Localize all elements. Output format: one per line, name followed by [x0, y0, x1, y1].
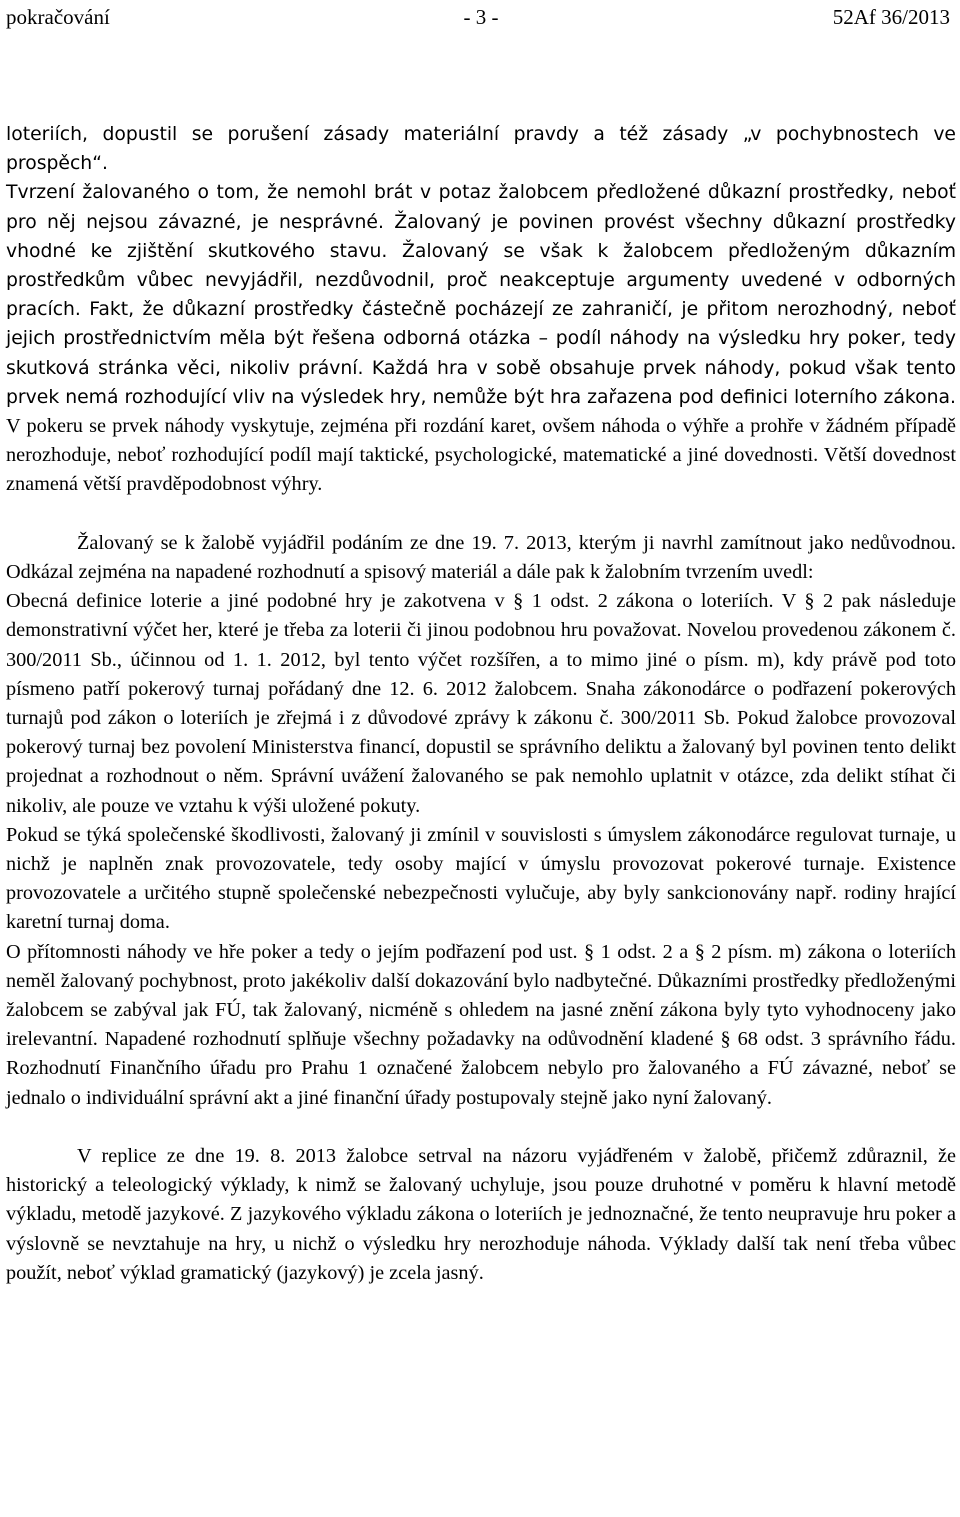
- document-page: [6, 0, 956, 1517]
- document-body: [6, 120, 956, 1288]
- page-number: - 3 -: [463, 5, 499, 29]
- paragraph-1: [6, 120, 956, 178]
- paragraph-text: Tvrzení žalovaného o tom, že nemohl brát v potaz žalobcem předložené důkazní prostředky, neboť pro něj nejsou závazné, je nesprávné. Žalovaný je povinen provést všechny důkazní prostředky vhodné ke zjištění skutkového stavu. Žalovaný se však k žalobcem předloženým důkazním prostředkům vůbec nevyjádřil, nezdůvodnil, proč neakceptuje argumenty uvedené v odborných pracích. Fakt, že důkazní prostředky částečně pocházejí ze zahraničí, je přitom nerozhodný, neboť jejich prostřednictvím měla být řešena odborná otázka – podíl náhody na výsledku hry poker, tedy skutková stránka věci, nikoliv právní. Každá hra v sobě obsahuje prvek náhody, pokud však tento prvek nemá rozhodující vliv na výsledek hry, nemůže být hra zařazena pod definici loterního zákona.: [6, 182, 956, 408]
- paragraph-6: [6, 938, 956, 1113]
- paragraph-text: O přítomnosti náhody ve hře poker a tedy o jejím podřazení pod ust. § 1 odst. 2 a § 2 písm. m) zákona o loteriích neměl žalovaný pochybnost, proto jakékoliv další dokazování bylo nadbytečné. Důkazními prostředky předloženými žalobcem se zabýval jak FÚ, tak žalovaný, nicméně s ohledem na jasné znění zákona byly tyto vyhodnoceny jako irelevantní. Napadené rozhodnutí splňuje všechny požadavky na odůvodnění kladené § 68 odst. 3 správního řádu. Rozhodnutí Finančního úřadu pro Prahu 1 označené žalobcem nebylo pro žalovaného a FÚ závazné, neboť se jednalo o individuální správní akt a jiné finanční úřady postupovaly stejně jako nyní žalovaný.: [6, 940, 956, 1109]
- paragraph-text: Obecná definice loterie a jiné podobné hry je zakotvena v § 1 odst. 2 zákona o loteriích. V § 2 pak následuje demonstrativní výčet her, které je třeba za loterii či jinou podobnou hru považovat. Novelou provedenou zákonem č. 300/2011 Sb., účinnou od 1. 1. 2012, byl tento výčet rozšířen, a to mimo jiné o písm. m), kdy právě pod toto písmeno patří pokerový turnaj pořádaný dne 12. 6. 2012 žalobcem. Snaha zákonodárce o podřazení pokerových turnajů pod zákon o loteriích je zřejmá i z důvodové zprávy k zákonu č. 300/2011 Sb. Pokud žalobce provozoval pokerový turnaj bez povolení Ministerstva financí, dopustil se správního deliktu a žalovaný byl povinen tento delikt projednat a rozhodnout o něm. Správní uvážení žalovaného se pak nemohlo uplatnit v otázce, zda delikt stíhat či nikoliv, ale pouze ve vztahu k výši uložené pokuty.: [6, 590, 956, 817]
- paragraph-5: [6, 821, 956, 938]
- paragraph-text: Žalovaný se k žalobě vyjádřil podáním ze dne 19. 7. 2013, kterým ji navrhl zamítnout jako nedůvodnou. Odkázal zejména na napadené rozhodnutí a spisový materiál a dále pak k žalobním tvrzením uvedl:: [6, 531, 956, 584]
- paragraph-4: [6, 587, 956, 821]
- paragraph-3: [6, 529, 956, 587]
- paragraph-text: loteriích, dopustil se porušení zásady materiální pravdy a též zásady „v pochybnostech ve prospěch“.: [6, 124, 956, 175]
- paragraph-spacer: [6, 500, 956, 529]
- paragraph-2: [6, 178, 956, 499]
- paragraph-spacer: [6, 1113, 956, 1142]
- paragraph-7: [6, 1142, 956, 1288]
- page-header: [6, 2, 956, 32]
- paragraph-text: Pokud se týká společenské škodlivosti, žalovaný ji zmínil v souvislosti s úmyslem zákonodárce regulovat turnaje, u nichž je naplněn znak provozovatele, tedy osoby mající v úmyslu provozovat pokerové turnaje. Existence provozovatele a určitého stupně společenské nebezpečnosti vylučuje, aby byly sankcionovány např. rodiny hrající karetní turnaj doma.: [6, 823, 956, 934]
- paragraph-text: V replice ze dne 19. 8. 2013 žalobce setrval na názoru vyjádřeném v žalobě, přičemž zdůraznil, že historický a teleologický výklady, k nimž se žalovaný uchyluje, jsou pouze druhotné v poměru k hlavní metodě výkladu, metodě jazykové. Z jazykového výkladu zákona o loteriích je jednoznačné, že tento neupravuje hru poker a výslovně se nevztahuje na hry, u nichž o výsledku hry nerozhoduje náhoda. Výklady další tak není třeba vůbec použít, neboť výklad gramatický (jazykový) je zcela jasný.: [6, 1145, 956, 1284]
- header-continuation-label: pokračování: [6, 5, 110, 29]
- case-number: 52Af 36/2013: [832, 5, 950, 29]
- paragraph-text: V pokeru se prvek náhody vyskytuje, zejména při rozdání karet, ovšem náhoda o výhře a prohře v žádném případě nerozhoduje, neboť rozhodující podíl mají taktické, psychologické, matematické a jiné dovednosti. Větší dovednost znamená větší pravděpodobnost výhry.: [6, 415, 956, 496]
